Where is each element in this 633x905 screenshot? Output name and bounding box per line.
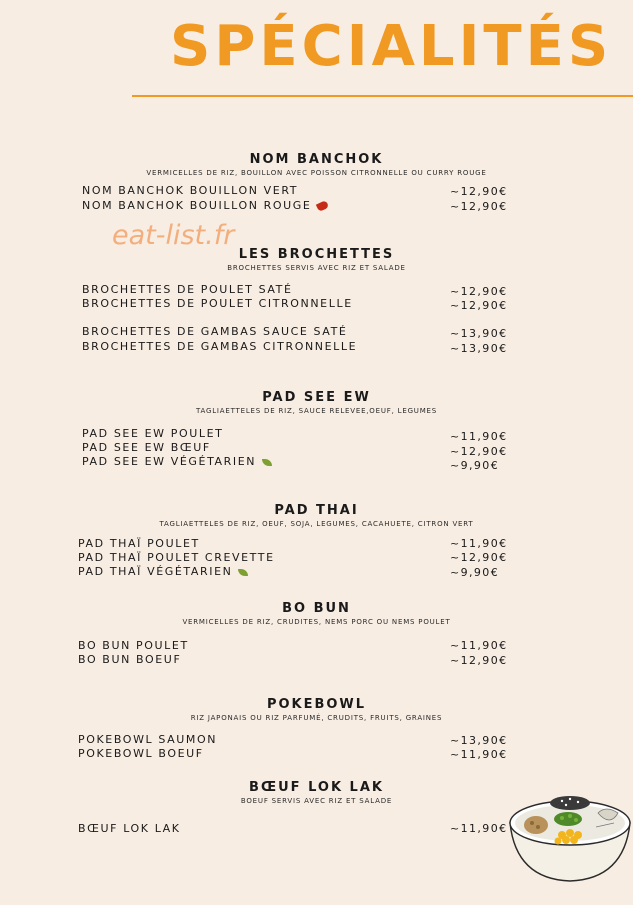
leaf-icon [262, 459, 272, 466]
menu-item-name: BŒUF LOK LAK [78, 822, 181, 835]
menu-item-price: ~13,90€ [450, 327, 508, 340]
section-title: LES BROCHETTES [238, 247, 395, 262]
section-bo-bun [0, 601, 633, 626]
section-les-brochettes [0, 247, 633, 272]
section-pad-see-ew [0, 390, 633, 415]
section-title: PAD SEE EW [262, 390, 371, 405]
section-subtitle: BOEUF SERVIS AVEC RIZ ET SALADE [240, 797, 393, 805]
pokebowl-illustration [506, 783, 633, 887]
menu-item-name: BO BUN POULET [78, 639, 189, 652]
menu-item-name: BROCHETTES DE GAMBAS SAUCE SATÉ [82, 325, 348, 338]
menu-item-price: ~11,90€ [450, 537, 508, 550]
section-pad-thai [0, 503, 633, 528]
menu-item-price: ~9,90€ [450, 566, 500, 579]
menu-item-price: ~12,90€ [450, 200, 508, 213]
menu-item-price: ~12,90€ [450, 299, 508, 312]
leaf-icon [238, 569, 248, 576]
menu-item-name: PAD SEE EW BŒUF [82, 441, 211, 454]
menu-item-name: PAD THAÏ VÉGÉTARIEN [78, 565, 248, 578]
section-subtitle: TAGLIAETTELES DE RIZ, OEUF, SOJA, LEGUMES, CACAHUETE, CITRON VERT [159, 520, 474, 528]
menu-item-name: BROCHETTES DE POULET CITRONNELLE [82, 297, 353, 310]
section-title: BŒUF LOK LAK [249, 780, 384, 795]
chili-pepper-icon [316, 200, 329, 212]
menu-item-price: ~13,90€ [450, 342, 508, 355]
menu-item-name: PAD THAÏ POULET CREVETTE [78, 551, 275, 564]
section-title: BO BUN [282, 601, 351, 616]
menu-item-price: ~11,90€ [450, 748, 508, 761]
menu-item-name: BROCHETTES DE POULET SATÉ [82, 283, 293, 296]
menu-item-name: PAD SEE EW POULET [82, 427, 224, 440]
menu-item-price: ~12,90€ [450, 551, 508, 564]
menu-item-price: ~12,90€ [450, 285, 508, 298]
menu-item-price: ~11,90€ [450, 639, 508, 652]
menu-item-name: BO BUN BOEUF [78, 653, 182, 666]
title-divider [132, 95, 633, 97]
section-subtitle: VERMICELLES DE RIZ, CRUDITES, NEMS PORC OU NEMS POULET [182, 618, 451, 626]
menu-item-name: POKEBOWL BOEUF [78, 747, 204, 760]
menu-item-price: ~11,90€ [450, 430, 508, 443]
section-pokebowl [0, 697, 633, 722]
menu-title: SPÉCIALITÉS [170, 14, 613, 79]
watermark: eat-list.fr [112, 220, 235, 251]
menu-item-price: ~12,90€ [450, 654, 508, 667]
menu-item-name: PAD SEE EW VÉGÉTARIEN [82, 455, 272, 468]
menu-item-name: NOM BANCHOK BOUILLON VERT [82, 184, 299, 197]
section-subtitle: RIZ JAPONAIS OU RIZ PARFUMÉ, CRUDITS, FRUITS, GRAINES [190, 714, 443, 722]
menu-item-name: NOM BANCHOK BOUILLON ROUGE [82, 199, 328, 212]
menu-item-price: ~9,90€ [450, 459, 500, 472]
section-nom-banchok [0, 152, 633, 177]
menu-item-name: BROCHETTES DE GAMBAS CITRONNELLE [82, 340, 358, 353]
menu-item-price: ~13,90€ [450, 734, 508, 747]
section-subtitle: VERMICELLES DE RIZ, BOUILLON AVEC POISSON CITRONNELLE OU CURRY ROUGE [146, 169, 487, 177]
menu-item-price: ~11,90€ [450, 822, 508, 835]
section-title: POKEBOWL [266, 697, 367, 712]
section-subtitle: TAGLIAETTELES DE RIZ, SAUCE RELEVEE,OEUF, LEGUMES [195, 407, 438, 415]
section-title: NOM BANCHOK [249, 152, 384, 167]
menu-item-name: POKEBOWL SAUMON [78, 733, 218, 746]
menu-item-price: ~12,90€ [450, 185, 508, 198]
section-title: PAD THAI [274, 503, 359, 518]
section-subtitle: BROCHETTES SERVIS AVEC RIZ ET SALADE [227, 264, 406, 272]
menu-item-price: ~12,90€ [450, 445, 508, 458]
menu-item-name: PAD THAÏ POULET [78, 537, 200, 550]
